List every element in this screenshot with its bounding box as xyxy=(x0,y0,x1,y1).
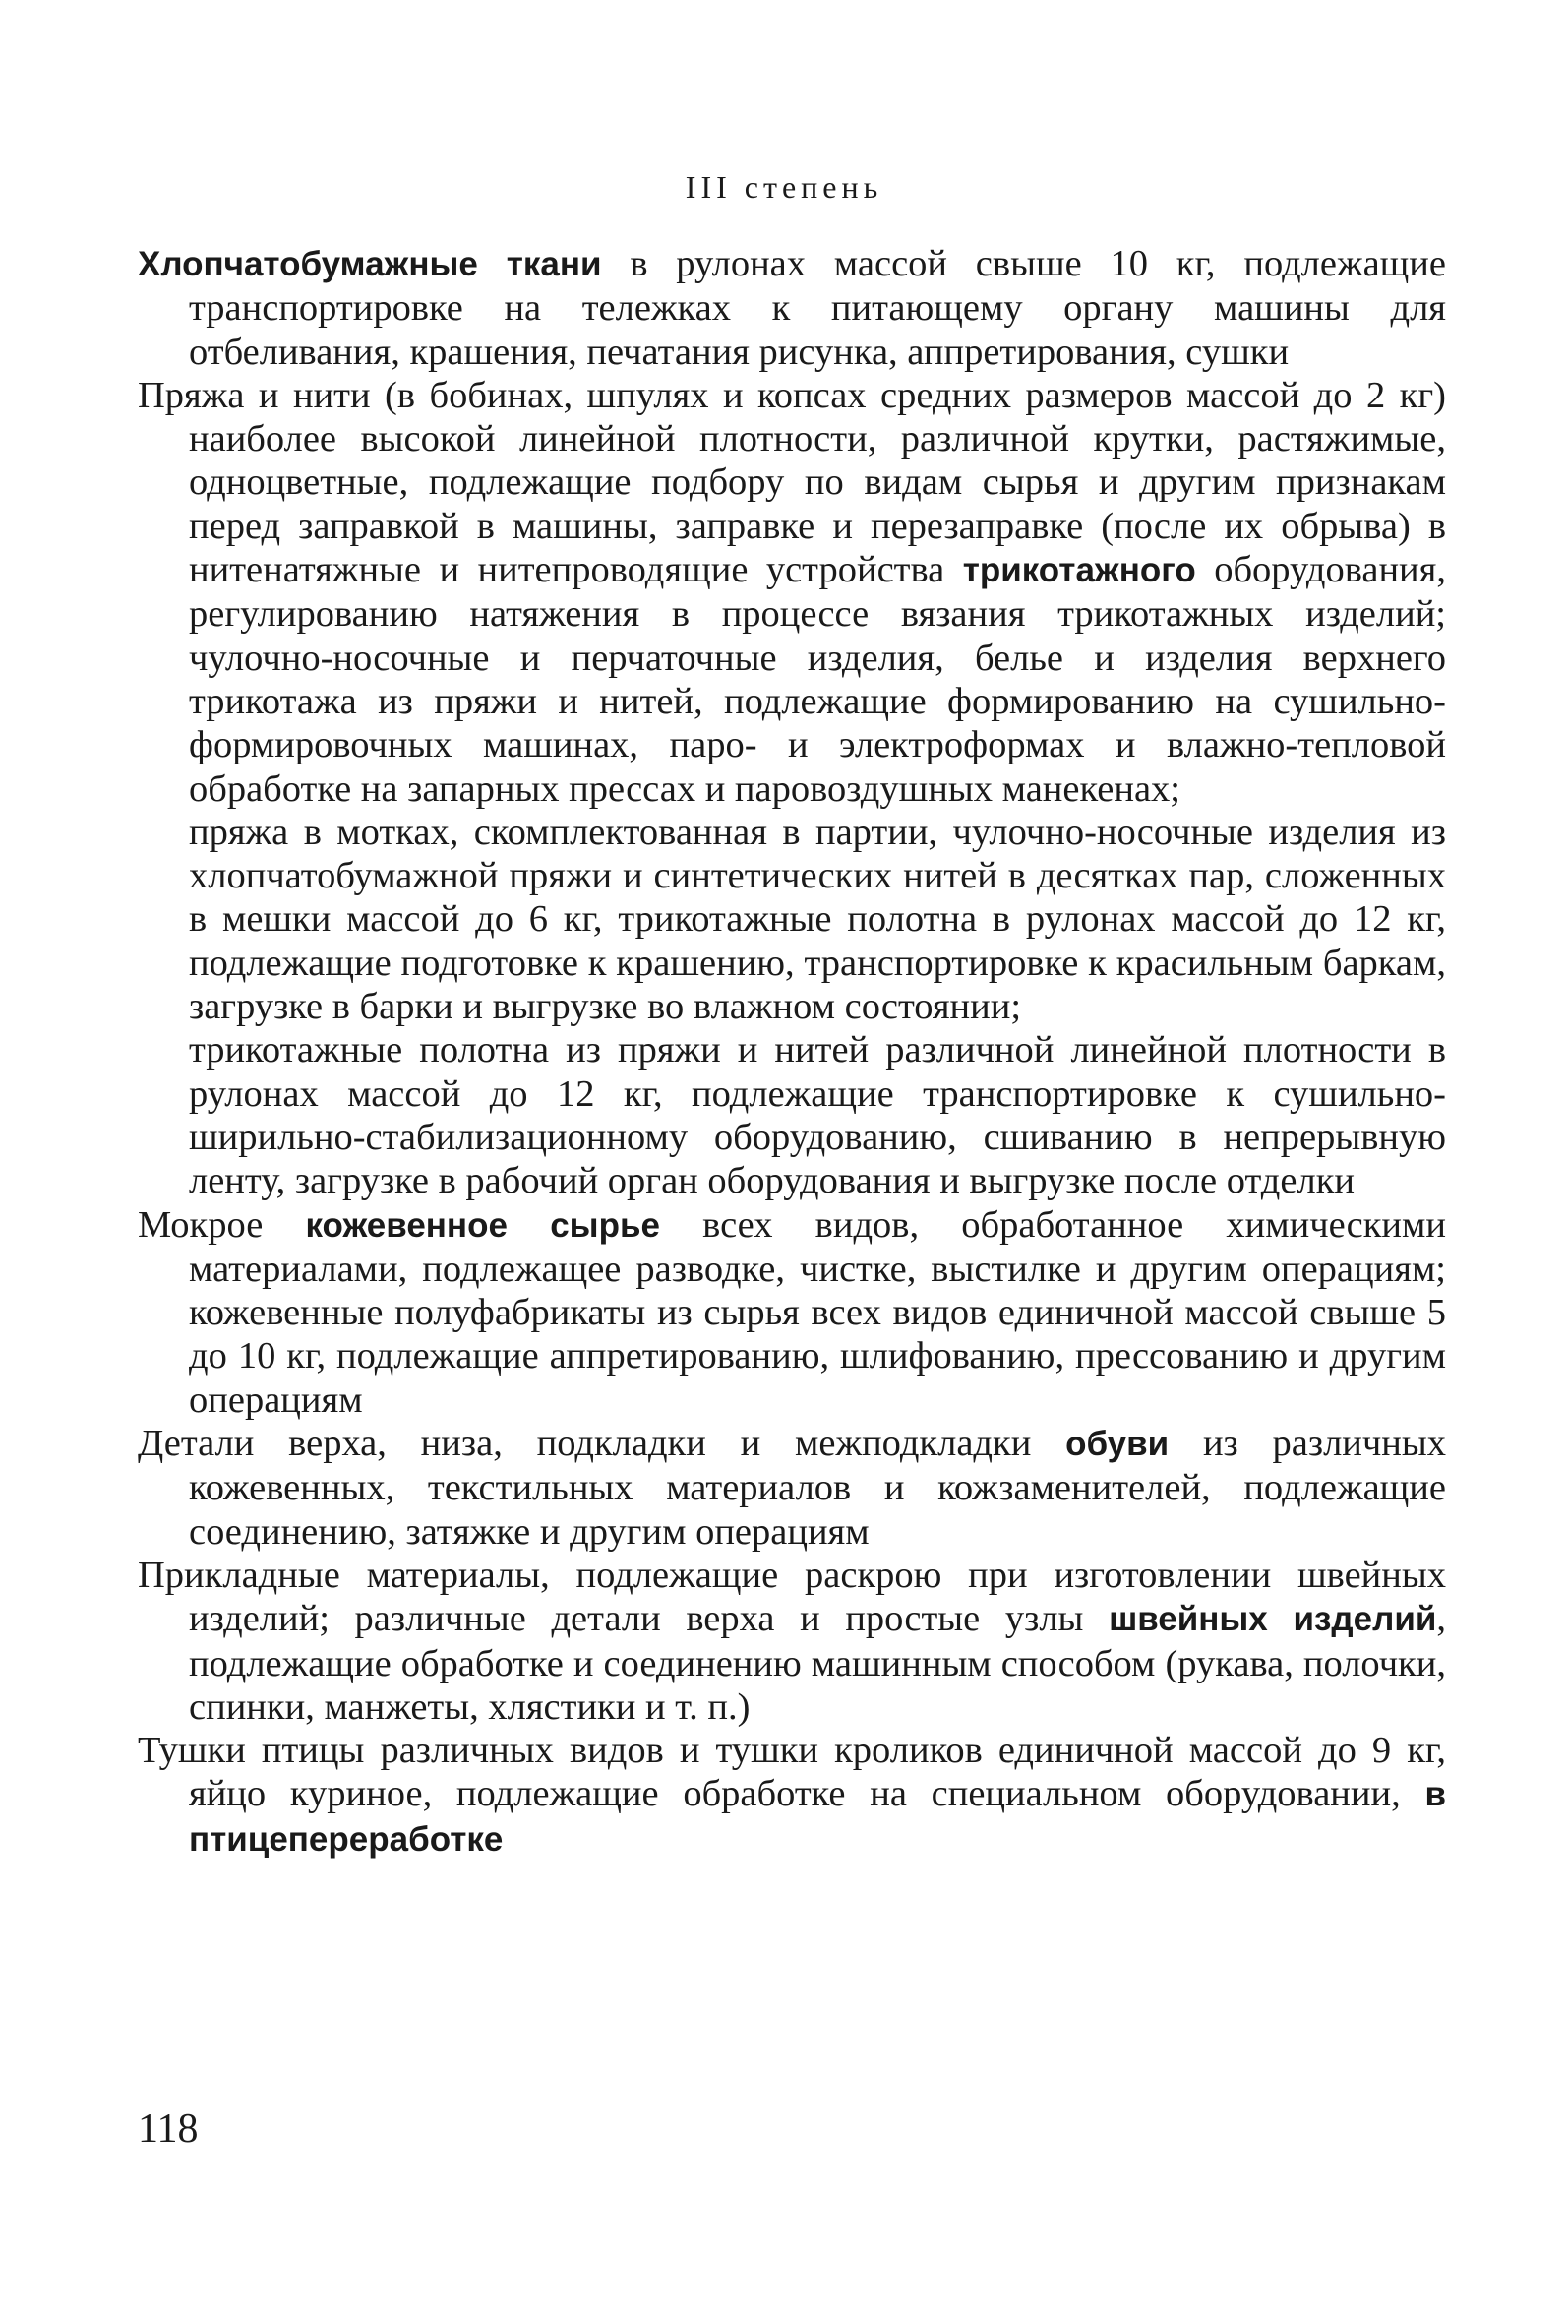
entry-leather-raw xyxy=(138,1203,1446,1422)
entry-text: оборудования, регулированию натяжения в процессе вязания трикотажных изделий; чулочно-носочные и перчаточные изделия, белье и изделия верхнего трикотажа из пряжи и нитей, подлежащие формированию на сушильно-формировочных машинах, паро- и электроформах и влажно-тепловой обработке на запарных прессах и паровоздушных манекенах; xyxy=(189,549,1446,810)
entry-term: кожевенное сырье xyxy=(305,1205,660,1245)
entry-poultry xyxy=(138,1729,1446,1862)
entry-cotton-fabrics xyxy=(138,242,1446,374)
entry-text: Детали верха, низа, подкладки и межподкладки xyxy=(138,1423,1066,1465)
entry-text: из различных кожевенных, текстильных материалов и кожзаменителей, подлежащие соединению, затяжке и другим операциям xyxy=(189,1423,1446,1553)
entry-knitted-fabrics: трикотажные полотна из пряжи и нитей различной линейной плотности в рулонах массой до 12 кг, подлежащие транспортировке к сушильно-ширильно-стабилизационному оборудованию, сшиванию в непрерывную ленту, загрузке в рабочий орган оборудования и выгрузке после отделки xyxy=(189,1029,1446,1202)
entry-term: обуви xyxy=(1065,1425,1170,1464)
entry-text: Мокрое xyxy=(138,1203,306,1246)
entry-text: Прикладные материалы, подлежащие раскрою при изготовлении швейных изделий; различные детали верха и простые узлы xyxy=(138,1554,1446,1640)
entry-text: , подлежащие обработке и соединению машинным способом (рукава, полочки, спинки, манжеты, хлястики и т. п.) xyxy=(189,1598,1446,1728)
entry-text: всех видов, обработанное химическими материалами, подлежащее разводке, чистке, выстилке и другим операциям; кожевенные полуфабрикаты из сырья всех видов единичной массой свыше 5 до 10 кг, подлежащие аппретированию, шлифованию, прессованию и другим операциям xyxy=(189,1203,1446,1421)
entry-yarn-threads xyxy=(138,374,1446,811)
entry-text: Пряжа и нити (в бобинах, шпулях и копсах средних размеров массой до 2 кг) наиболее высокой линейной плотности, различной крутки, растяжимые, одноцветные, подлежащие подбору по видам сырья и другим признакам перед заправкой в машины, заправке и перезаправке (после их обрыва) в нитенатяжные и нитепроводящие устройства xyxy=(138,374,1446,591)
entry-yarn-skeins: пряжа в мотках, скомплектованная в партии, чулочно-носочные изделия из хлопчатобумажной пряжи и синтетических нитей в десятках пар, сложенных в мешки массой до 6 кг, трикотажные полотна в рулонах массой до 12 кг, подлежащие подготовке к крашению, транспортировке к красильным баркам, загрузке в барки и выгрузке во влажном состоянии; xyxy=(189,811,1446,1028)
text-body xyxy=(138,242,1446,1862)
entry-sewing-materials xyxy=(138,1554,1446,1729)
page-number: 118 xyxy=(138,2107,199,2152)
entry-footwear-parts xyxy=(138,1422,1446,1554)
section-heading: III степень xyxy=(685,169,883,205)
entry-text: Тушки птицы различных видов и тушки кроликов единичной массой до 9 кг, яйцо куриное, подлежащие обработке на специальном оборудовании, xyxy=(138,1730,1446,1815)
entry-text: в рулонах массой свыше 10 кг, подлежащие транспортировке на тележках к питающему органу машины для отбеливания, крашения, печатания рисунка, аппретирования, сушки xyxy=(189,243,1447,373)
entry-term: Хлопчатобумажные ткани xyxy=(138,245,602,283)
entry-term: швейных изделий xyxy=(1109,1600,1437,1639)
entry-term: в птицепереработке xyxy=(189,1775,1446,1859)
entry-term: трикотажного xyxy=(962,551,1196,590)
